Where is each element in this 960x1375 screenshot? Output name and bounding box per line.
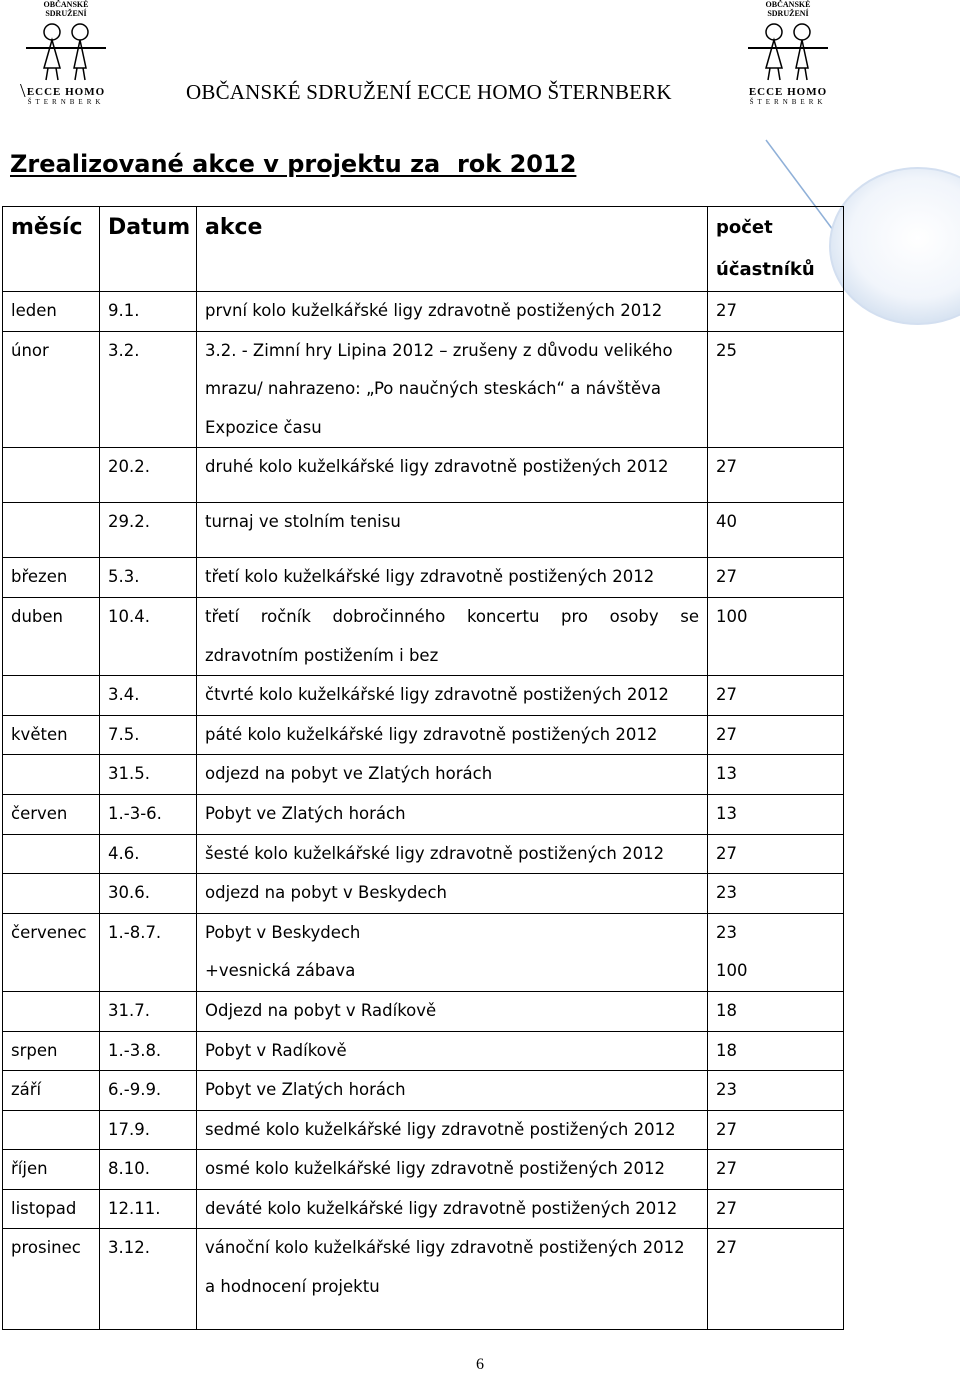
cell-datum: 20.2. xyxy=(100,448,197,503)
cell-akce xyxy=(197,913,708,991)
cell-datum: 6.-9.9. xyxy=(100,1071,197,1111)
cell-datum: 9.1. xyxy=(100,292,197,332)
cell-akce: turnaj ve stolním tenisu xyxy=(197,503,708,558)
table-row xyxy=(3,597,844,675)
cell-mesic xyxy=(3,1110,100,1150)
cell-mesic: květen xyxy=(3,715,100,755)
cell-mesic xyxy=(3,755,100,795)
cell-pocet: 40 xyxy=(708,503,844,558)
table-row xyxy=(3,1189,844,1229)
logo-bottom-text: ECCE HOMO xyxy=(26,86,106,98)
org-name: OBČANSKÉ SDRUŽENÍ ECCE HOMO ŠTERNBERK xyxy=(186,80,672,104)
cell-datum: 5.3. xyxy=(100,558,197,598)
cell-datum: 29.2. xyxy=(100,503,197,558)
events-table xyxy=(2,206,844,1330)
cell-pocet: 27 xyxy=(708,1110,844,1150)
cell-akce: osmé kolo kuželkářské ligy zdravotně postižených 2012 xyxy=(197,1150,708,1190)
cell-pocet: 27 xyxy=(708,292,844,332)
cell-akce: Pobyt v Radíkově xyxy=(197,1031,708,1071)
cell-mesic: duben xyxy=(3,597,100,675)
header-pocet: počet účastníků xyxy=(708,207,844,292)
akce-line: Pobyt v Beskydech xyxy=(205,922,361,942)
table-row xyxy=(3,503,844,558)
cell-datum: 8.10. xyxy=(100,1150,197,1190)
cell-datum: 30.6. xyxy=(100,874,197,914)
pocet-line: 23 xyxy=(716,922,737,942)
pocet-line: 100 xyxy=(716,961,748,981)
logo-left xyxy=(22,0,110,104)
table-row xyxy=(3,1110,844,1150)
cell-akce: Pobyt ve Zlatých horách xyxy=(197,1071,708,1111)
akce-line: zdravotním postižením i bez xyxy=(205,645,439,665)
cell-mesic: červenec xyxy=(3,913,100,991)
table-row xyxy=(3,292,844,332)
cell-mesic xyxy=(3,834,100,874)
cell-datum: 4.6. xyxy=(100,834,197,874)
table-row xyxy=(3,1071,844,1111)
cell-akce: třetí kolo kuželkářské ligy zdravotně postižených 2012 xyxy=(197,558,708,598)
cell-akce: Pobyt ve Zlatých horách xyxy=(197,794,708,834)
cell-mesic xyxy=(3,676,100,716)
table-row xyxy=(3,913,844,991)
logo-top-text: OBČANSKÉ SDRUŽENÍ xyxy=(765,0,811,18)
akce-line: +vesnická zábava xyxy=(205,961,356,981)
table-row xyxy=(3,558,844,598)
table-row xyxy=(3,794,844,834)
table-row xyxy=(3,1229,844,1330)
cell-mesic xyxy=(3,874,100,914)
header-datum: Datum xyxy=(100,207,197,292)
cell-akce: sedmé kolo kuželkářské ligy zdravotně postižených 2012 xyxy=(197,1110,708,1150)
cell-pocet: 27 xyxy=(708,558,844,598)
cell-datum: 12.11. xyxy=(100,1189,197,1229)
cell-datum: 1.-8.7. xyxy=(100,913,197,991)
cell-mesic: červen xyxy=(3,794,100,834)
children-logo-icon xyxy=(744,18,832,82)
cell-mesic: leden xyxy=(3,292,100,332)
cell-datum: 10.4. xyxy=(100,597,197,675)
cell-akce: vánoční kolo kuželkářské ligy zdravotně postižených 2012 a hodnocení projektu xyxy=(197,1229,708,1330)
header-mesic: měsíc xyxy=(3,207,100,292)
cell-akce: 3.2. - Zimní hry Lipina 2012 – zrušeny z důvodu velikého mrazu/ nahrazeno: „Po naučných steskách“ a návštěva Expozice času xyxy=(197,331,708,448)
cell-pocet: 25 xyxy=(708,331,844,448)
cell-datum: 31.5. xyxy=(100,755,197,795)
cell-pocet: 13 xyxy=(708,794,844,834)
cell-pocet: 27 xyxy=(708,1189,844,1229)
cell-akce: deváté kolo kuželkářské ligy zdravotně postižených 2012 xyxy=(197,1189,708,1229)
cell-pocet: 100 xyxy=(708,597,844,675)
table-row xyxy=(3,834,844,874)
cell-akce: šesté kolo kuželkářské ligy zdravotně postižených 2012 xyxy=(197,834,708,874)
cell-pocet: 18 xyxy=(708,991,844,1031)
cell-pocet: 23 xyxy=(708,1071,844,1111)
cell-mesic xyxy=(3,991,100,1031)
cell-datum: 7.5. xyxy=(100,715,197,755)
cell-akce: první kolo kuželkářské ligy zdravotně postižených 2012 xyxy=(197,292,708,332)
cell-akce: druhé kolo kuželkářské ligy zdravotně postižených 2012 xyxy=(197,448,708,503)
cell-akce xyxy=(197,597,708,675)
cell-akce: páté kolo kuželkářské ligy zdravotně postižených 2012 xyxy=(197,715,708,755)
table-row xyxy=(3,991,844,1031)
table-row xyxy=(3,676,844,716)
table-row xyxy=(3,715,844,755)
children-logo-icon xyxy=(22,18,110,82)
page-title: Zrealizované akce v projektu za rok 2012 xyxy=(10,150,577,178)
cell-mesic: prosinec xyxy=(3,1229,100,1330)
cell-pocet xyxy=(708,913,844,991)
cell-pocet: 27 xyxy=(708,715,844,755)
table-row xyxy=(3,1031,844,1071)
cell-akce: odjezd na pobyt ve Zlatých horách xyxy=(197,755,708,795)
cell-mesic xyxy=(3,448,100,503)
table-row xyxy=(3,874,844,914)
table-row xyxy=(3,331,844,448)
cell-akce: Odjezd na pobyt v Radíkově xyxy=(197,991,708,1031)
cell-datum: 31.7. xyxy=(100,991,197,1031)
table-row xyxy=(3,1150,844,1190)
table-header-row xyxy=(3,207,844,292)
cell-pocet: 27 xyxy=(708,448,844,503)
cell-datum: 3.12. xyxy=(100,1229,197,1330)
cell-datum: 1.-3.8. xyxy=(100,1031,197,1071)
cell-pocet: 23 xyxy=(708,874,844,914)
cell-mesic: říjen xyxy=(3,1150,100,1190)
decorative-circle xyxy=(828,166,960,326)
cell-datum: 3.2. xyxy=(100,331,197,448)
cell-pocet: 27 xyxy=(708,676,844,716)
cell-mesic: září xyxy=(3,1071,100,1111)
logo-bottom-text: ECCE HOMO xyxy=(748,86,828,98)
cell-mesic: srpen xyxy=(3,1031,100,1071)
cell-akce: čtvrté kolo kuželkářské ligy zdravotně postižených 2012 xyxy=(197,676,708,716)
logo-top-text: OBČANSKÉ SDRUŽENÍ xyxy=(43,0,89,18)
page-number: 6 xyxy=(476,1356,484,1373)
logo-sub-text: ŠTERNBERK xyxy=(749,98,827,106)
cell-pocet: 27 xyxy=(708,1150,844,1190)
cell-mesic: únor xyxy=(3,331,100,448)
cell-datum: 3.4. xyxy=(100,676,197,716)
cell-pocet: 13 xyxy=(708,755,844,795)
cell-pocet: 27 xyxy=(708,1229,844,1330)
logo-sub-text: ŠTERNBERK xyxy=(27,98,105,106)
cell-datum: 17.9. xyxy=(100,1110,197,1150)
cell-mesic: březen xyxy=(3,558,100,598)
cell-mesic xyxy=(3,503,100,558)
akce-line: třetí ročník dobročinného koncertu pro osoby se xyxy=(205,606,699,626)
cell-pocet: 18 xyxy=(708,1031,844,1071)
table-row xyxy=(3,755,844,795)
stray-character: \ xyxy=(20,80,26,102)
cell-datum: 1.-3-6. xyxy=(100,794,197,834)
cell-akce: odjezd na pobyt v Beskydech xyxy=(197,874,708,914)
logo-right xyxy=(744,0,832,104)
cell-mesic: listopad xyxy=(3,1189,100,1229)
table-row xyxy=(3,448,844,503)
cell-pocet: 27 xyxy=(708,834,844,874)
header-akce: akce xyxy=(197,207,708,292)
